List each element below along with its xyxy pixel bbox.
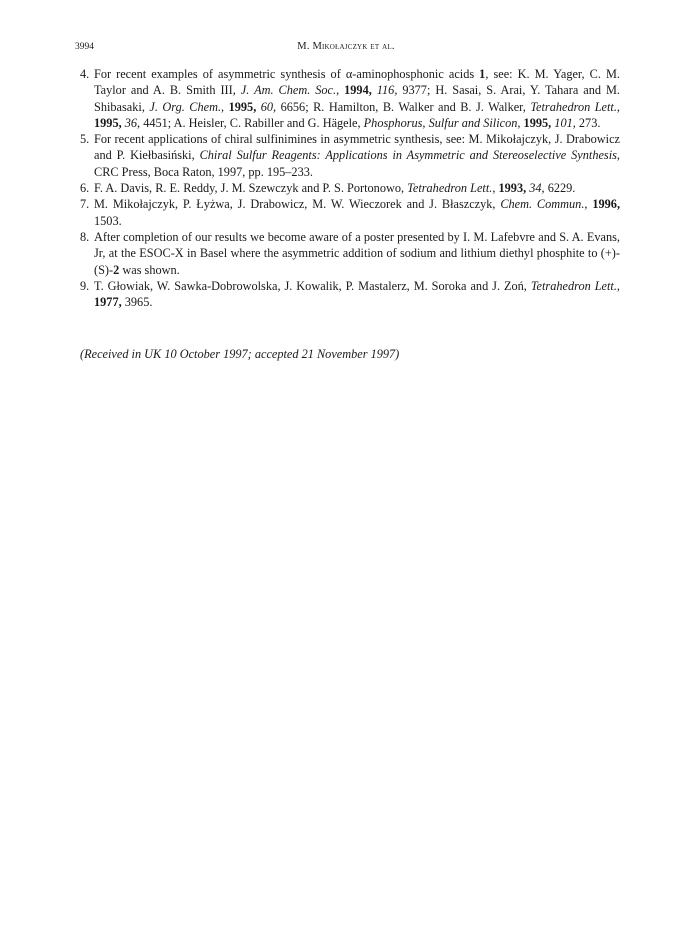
reference-item — [80, 229, 620, 278]
running-head-text: M. Mikołajczyk et al. — [297, 41, 395, 52]
reference-text: After completion of our results we become aware of a poster presented by I. M. Lafebvre and S. A. Evans, Jr, at the ESOC-X in Basel where the asymmetric addition of sodium and lithium diethyl phosphite to (+)-(S)-2 was shown. — [94, 229, 620, 277]
reference-number: 4. — [80, 67, 90, 81]
reference-item — [80, 66, 620, 131]
reference-item — [80, 196, 620, 229]
reference-number: 8. — [80, 229, 90, 244]
reference-number: 7. — [80, 197, 90, 212]
reference-text: For recent examples of asymmetric synthesis of α-aminophosphonic acids 1, see: K. M. Yager, C. M. Taylor and A. B. Smith III, J. Am. Chem. Soc., 1994, 116, 9377; H. Sasai, S. Arai, Y. Tahara and M. Shibasaki, J. Org. Chem., 1995, 60, 6656; R. Hamilton, B. Walker and B. J. Walker, Tetrahedron Lett., 1995, 36, 4451; A. Heisler, C. Rabiller and G. Hägele, Phosphorus, Sulfur and Silicon, 1995, 101, 273. — [94, 67, 621, 130]
reference-text: F. A. Davis, R. E. Reddy, J. M. Szewczyk and P. S. Portonowo, Tetrahedron Lett., 1993, 34, 6229. — [94, 181, 576, 196]
reference-number: 9. — [80, 278, 90, 293]
page-number: 3994 — [75, 42, 94, 52]
reference-text: For recent applications of chiral sulfinimines in asymmetric synthesis, see: M. Mikołajczyk, J. Drabowicz and P. Kiełbasiński, Chiral Sulfur Reagents: Applications in Asymmetric and Stereoselective Synthesis, CRC Press, Boca Raton, 1997, pp. 195–233. — [94, 132, 620, 179]
reference-number: 6. — [80, 181, 90, 196]
reference-item — [80, 180, 620, 196]
reference-list — [80, 66, 620, 310]
running-head — [75, 40, 617, 54]
reference-text: T. Głowiak, W. Sawka-Dobrowolska, J. Kowalik, P. Mastalerz, M. Soroka and J. Zoń, Tetrahedron Lett., 1977, 3965. — [94, 278, 620, 310]
page-header — [75, 40, 617, 54]
reference-item — [80, 278, 620, 311]
reference-number: 5. — [80, 132, 90, 147]
reference-item — [80, 131, 620, 180]
reference-text: M. Mikołajczyk, P. Łyżwa, J. Drabowicz, M. W. Wieczorek and J. Błaszczyk, Chem. Commun., 1996, 1503. — [94, 197, 621, 228]
received-date-note: (Received in UK 10 October 1997; accepted 21 November 1997) — [80, 347, 400, 361]
